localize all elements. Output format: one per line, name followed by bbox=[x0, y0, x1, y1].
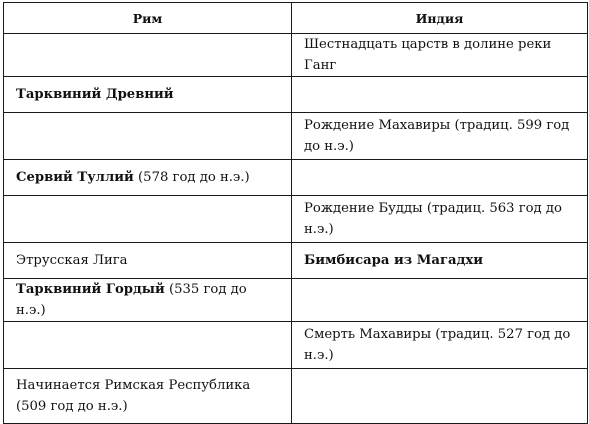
cell-rome bbox=[4, 196, 292, 243]
table-row bbox=[4, 279, 588, 322]
table-row bbox=[4, 160, 588, 196]
cell-india bbox=[292, 279, 588, 322]
table-header-row bbox=[4, 3, 588, 34]
table-row bbox=[4, 113, 588, 160]
table-row bbox=[4, 34, 588, 77]
cell-india: Шестнадцать царств в долине реки Ганг bbox=[292, 34, 588, 77]
table-row bbox=[4, 369, 588, 424]
cell-rome bbox=[4, 113, 292, 160]
cell-rome bbox=[4, 322, 292, 369]
document-page bbox=[3, 2, 587, 424]
cell-rome: Начинается Римская Республика (509 год до н.э.) bbox=[4, 369, 292, 424]
cell-rome: Этрусская Лига bbox=[4, 243, 292, 279]
cell-india: Рождение Будды (традиц. 563 год до н.э.) bbox=[292, 196, 588, 243]
cell-india bbox=[292, 160, 588, 196]
cell-rome bbox=[4, 34, 292, 77]
table-row bbox=[4, 322, 588, 369]
header-india: Индия bbox=[292, 3, 588, 34]
cell-rome: Тарквиний Древний bbox=[4, 77, 292, 113]
cell-india: Рождение Махавиры (традиц. 599 год до н.э.) bbox=[292, 113, 588, 160]
cell-rome: Тарквиний Гордый (535 год до н.э.) bbox=[4, 279, 292, 322]
timeline-table bbox=[3, 2, 588, 424]
cell-india bbox=[292, 369, 588, 424]
table-row bbox=[4, 243, 588, 279]
cell-india: Смерть Махавиры (традиц. 527 год до н.э.) bbox=[292, 322, 588, 369]
cell-india bbox=[292, 77, 588, 113]
table-row bbox=[4, 196, 588, 243]
header-rome: Рим bbox=[4, 3, 292, 34]
cell-rome: Сервий Туллий (578 год до н.э.) bbox=[4, 160, 292, 196]
cell-india: Бимбисара из Магадхи bbox=[292, 243, 588, 279]
table-row bbox=[4, 77, 588, 113]
